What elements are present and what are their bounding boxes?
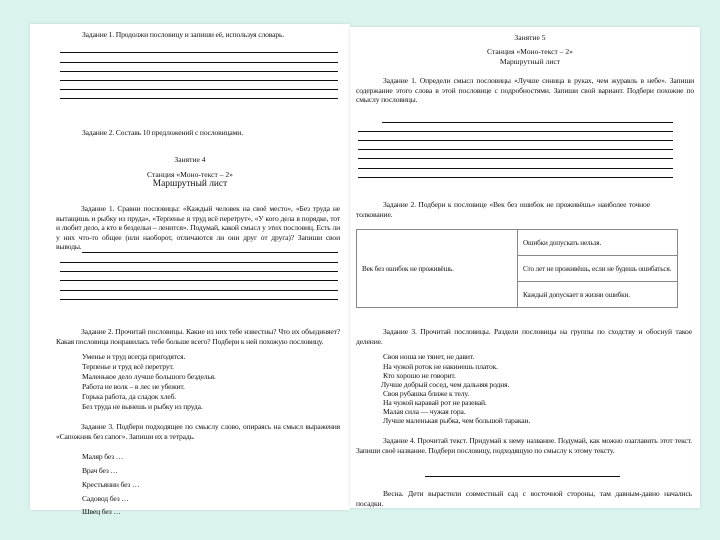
answer-line <box>60 299 338 300</box>
proverb-item: Маленькое дело лучше большого безделья. <box>82 372 216 381</box>
table-proverb-cell: Век без ошибок не проживёшь. <box>357 230 518 308</box>
proverb-item: Горька работа, да сладок хлеб. <box>82 392 177 401</box>
table-option-cell[interactable]: Ошибки допускать нельзя. <box>518 230 678 256</box>
answer-line <box>358 140 673 141</box>
fill-item: Маляр без … <box>82 452 124 461</box>
task5-2-text: Задание 2. Подбери к пословице «Век без ошибок не проживёшь» наиболее точное толкование. <box>356 200 650 219</box>
route-sheet-title: Маршрутный лист <box>499 57 561 66</box>
proverb-item: Терпенье и труд всё перетрут. <box>82 362 174 371</box>
fill-item: Крестьянин без … <box>82 480 140 489</box>
answer-line <box>60 52 338 53</box>
answer-line <box>60 290 338 291</box>
answer-line <box>60 280 338 281</box>
proverb-item: Работа не волк – в лес не убежит. <box>82 382 185 391</box>
answer-line <box>358 158 673 159</box>
fill-item: Швец без … <box>82 507 121 516</box>
proverb-item: Лучше добрый сосед, чем дальняя родня. <box>381 380 510 389</box>
answer-line <box>60 98 338 99</box>
table-option-cell[interactable]: Сто лет не проживёшь, если не будешь ошибаться. <box>518 256 678 282</box>
station-name: Станция «Моно-текст – 2» <box>147 170 233 179</box>
fill-item: Садовод без … <box>82 494 129 503</box>
proverb-item: На чужой роток не накинешь платок. <box>383 362 498 371</box>
answer-line <box>60 271 338 272</box>
proverb-item: Своя ноша не тянет, не давит. <box>383 352 475 361</box>
task4-2-text: Задание 2. Прочитай пословицы. Какие из них тебе известны? Что их объединяет? Какая пословица понравилась тебе больше всего? Подбери к ней похожую пословицу. <box>56 327 340 346</box>
proverb-item: Уменье и труд всегда пригодятся. <box>82 352 186 361</box>
left-document-page <box>30 24 350 516</box>
task2-text: Задание 2. Составь 10 предложений с пословицами. <box>82 128 243 137</box>
answer-line <box>60 62 338 63</box>
answer-line <box>60 71 338 72</box>
answer-line <box>358 149 673 150</box>
task5-4-text: Задание 4. Прочитай текст. Придумай к нему название. Подумай, как можно озаглавить этот текст. Запиши своё название. Подбери пословицу, подходящую по смыслу к этому тексту. <box>356 436 692 455</box>
fill-item: Врач без … <box>82 466 118 475</box>
answer-line <box>382 122 673 123</box>
answer-line <box>82 252 338 253</box>
proverb-item: На чужой каравай рот не разевай. <box>383 398 487 407</box>
proverb-meaning-table <box>356 229 678 308</box>
table-option-cell[interactable]: Каждый допускает в жизни ошибки. <box>518 282 678 308</box>
answer-line <box>60 80 338 81</box>
proverb-item: Кто хорошо не говорит. <box>383 371 456 380</box>
proverb-item: Своя рубашка ближе к телу. <box>383 389 470 398</box>
task5-1-text: Задание 1. Определи смысл пословицы «Лучше синица в руках, чем журавль в небе». Запиши содержание этого слова в этой пословице с подробностями. Запиши свой вариант. Подбери похожие по смыслу пословицы. <box>356 76 694 105</box>
station-name: Станция «Моно-текст – 2» <box>487 47 573 56</box>
answer-line <box>358 168 673 169</box>
task4-1-text: Задание 1. Сравни пословицы: «Каждый человек на своё место», «Без труда не вытащишь и рыбку из пруда», «Терпенье и труд всё перетрут», «У кого дела в порядке, тот и любит дело, а кто в бездельи – ленится». Подумай, какой смысл у этих пословиц. Есть ли у них что-то общее (или наоборот, отличаются ли они друг от друга)? Запиши свои выводы. <box>56 204 340 252</box>
answer-line <box>60 262 338 263</box>
answer-line <box>358 131 673 132</box>
answer-line <box>425 476 620 477</box>
task5-3-text: Задание 3. Прочитай пословицы. Раздели пословицы на группы по сходству и обоснуй такое деление. <box>356 327 692 346</box>
section-label: Занятие 4 <box>174 155 206 164</box>
story-text: Весна. Дети вырастили совместный сад с восточной стороны, там давным-давно начались посадки. <box>356 489 692 508</box>
answer-line <box>358 177 673 178</box>
route-sheet-title: Маршрутный лист <box>152 179 228 189</box>
right-document-page <box>350 27 700 508</box>
task4-3-text: Задание 3. Подбери подходящее по смыслу слово, опираясь на смысл выражения «Сапожник без сапог». Запиши их в тетрадь. <box>56 422 340 441</box>
section-label: Занятие 5 <box>514 33 546 42</box>
proverb-item: Малая сила — чужая гора. <box>383 407 466 416</box>
task1-text: Задание 1. Продолжи пословицу и запиши её, используя словарь. <box>82 30 285 39</box>
answer-line <box>60 89 338 90</box>
proverb-item: Лучше маленькая рыбка, чем большой таракан. <box>383 416 531 425</box>
proverb-item: Без труда не вынешь и рыбку из пруда. <box>82 402 203 411</box>
